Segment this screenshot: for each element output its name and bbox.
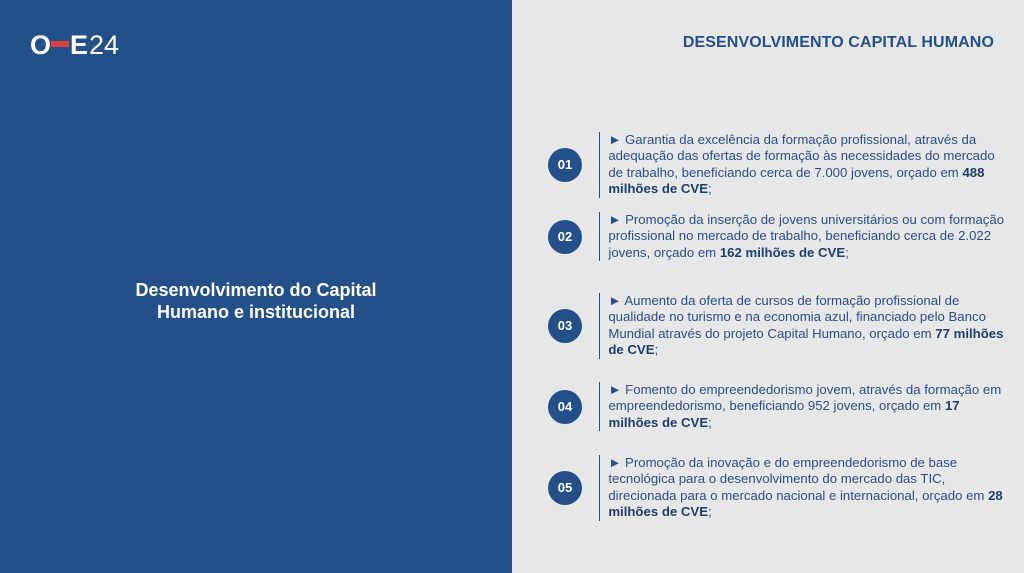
item-number-badge: 04: [548, 390, 582, 424]
item-amount: 77 milhões de CVE: [608, 325, 1004, 358]
item-amount: 488 milhões de CVE: [608, 164, 985, 197]
list-item: [548, 382, 1008, 431]
list-item: [548, 455, 1008, 521]
item-number-badge: 02: [548, 220, 582, 254]
item-text: ► Aumento da oferta de cursos de formação profissional de qualidade no turismo e na economia azul, financiado pelo Banco Mundial através do projeto Capital Humano, orçado em 77 milhões de CVE;: [608, 293, 1004, 358]
item-number-badge: 03: [548, 309, 582, 343]
item-text: ► Fomento do empreendedorismo jovem, através da formação em empreendedorismo, beneficiando 952 jovens, orçado em 17 milhões de CVE;: [608, 382, 1002, 430]
list-item: [548, 132, 1008, 198]
oe24-logo: [30, 30, 119, 60]
list-item: [548, 212, 1008, 261]
item-text: ► Promoção da inovação e do empreendedorismo de base tecnológica para o desenvolvimento do mercado das TIC, direcionada para o mercado nacional e internacional, orçado em 28 milhões de CVE;: [608, 455, 1003, 520]
item-number-badge: 05: [548, 471, 582, 505]
item-text: ► Promoção da inserção de jovens universitários ou com formação profissional no mercado de trabalho, beneficiando cerca de 2.022 jovens, orçado em 162 milhões de CVE;: [608, 212, 1005, 260]
item-number-badge: 01: [548, 148, 582, 182]
logo-number: 24: [89, 30, 120, 60]
item-amount: 17 milhões de CVE: [608, 398, 960, 430]
item-text: ► Garantia da excelência da formação profissional, através da adequação das ofertas de formação às necessidades do mercado de trabalho, beneficiando cerca de 7.000 jovens, orçado em 488 milhões de CVE;: [608, 132, 995, 197]
logo-prefix: O: [30, 30, 51, 60]
list-item: [548, 293, 1008, 359]
item-amount: 162 milhões de CVE: [719, 244, 846, 260]
logo-suffix: E: [70, 30, 88, 60]
logo-flag-icon: [51, 41, 69, 47]
item-amount: 28 milhões de CVE: [608, 487, 1003, 520]
left-title: Desenvolvimento do Capital Humano e institucional: [135, 280, 377, 322]
right-title: DESENVOLVIMENTO CAPITAL HUMANO: [682, 34, 994, 51]
